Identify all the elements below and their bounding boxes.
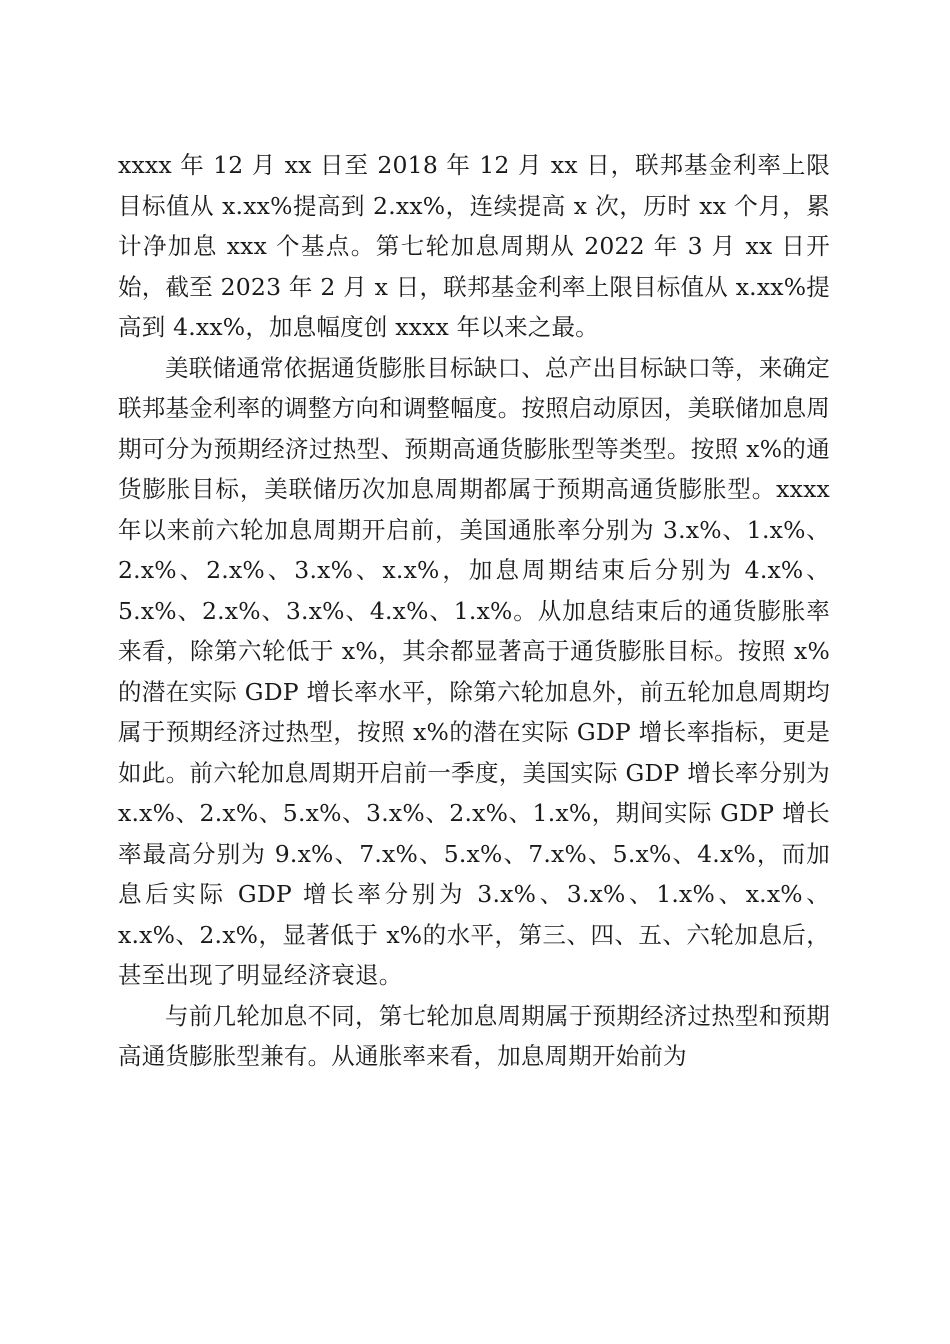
document-body xyxy=(118,145,830,1077)
paragraph-fed-rate-basis: 美联储通常依据通货膨胀目标缺口、总产出目标缺口等，来确定联邦基金利率的调整方向和调整幅度。按照启动原因，美联储加息周期可分为预期经济过热型、预期高通货膨胀型等类型。按照 x%的通货膨胀目标，美联储历次加息周期都属于预期高通货膨胀型。xxxx 年以来前六轮加息周期开启前，美国通胀率分别为 3.x%、1.x%、2.x%、2.x%、3.x%、x.x%，加息周期结束后分别为 4.x%、5.x%、2.x%、3.x%、4.x%、1.x%。从加息结束后的通货膨胀率来看，除第六轮低于 x%，其余都显著高于通货膨胀目标。按照 x%的潜在实际 GDP 增长率水平，除第六轮加息外，前五轮加息周期均属于预期经济过热型，按照 x%的潜在实际 GDP 增长率指标，更是如此。前六轮加息周期开启前一季度，美国实际 GDP 增长率分别为 x.x%、2.x%、5.x%、3.x%、2.x%、1.x%，期间实际 GDP 增长率最高分别为 9.x%、7.x%、5.x%、7.x%、5.x%、4.x%，而加息后实际 GDP 增长率分别为 3.x%、3.x%、1.x%、x.x%、x.x%、2.x%，显著低于 x%的水平，第三、四、五、六轮加息后，甚至出现了明显经济衰退。 xyxy=(118,353,830,989)
paragraph-seventh-cycle: 与前几轮加息不同，第七轮加息周期属于预期经济过热型和预期高通货膨胀型兼有。从通胀率来看，加息周期开始前为 xyxy=(118,1001,830,1070)
paragraph-continuation: xxxx 年 12 月 xx 日至 2018 年 12 月 xx 日，联邦基金利率上限目标值从 x.xx%提高到 2.xx%，连续提高 x 次，历时 xx 个月，累计净加息 xxx 个基点。第七轮加息周期从 2022 年 3 月 xx 日开始，截至 2023 年 2 月 x 日，联邦基金利率上限目标值从 x.xx%提高到 4.xx%，加息幅度创 xxxx 年以来之最。 xyxy=(118,151,830,341)
